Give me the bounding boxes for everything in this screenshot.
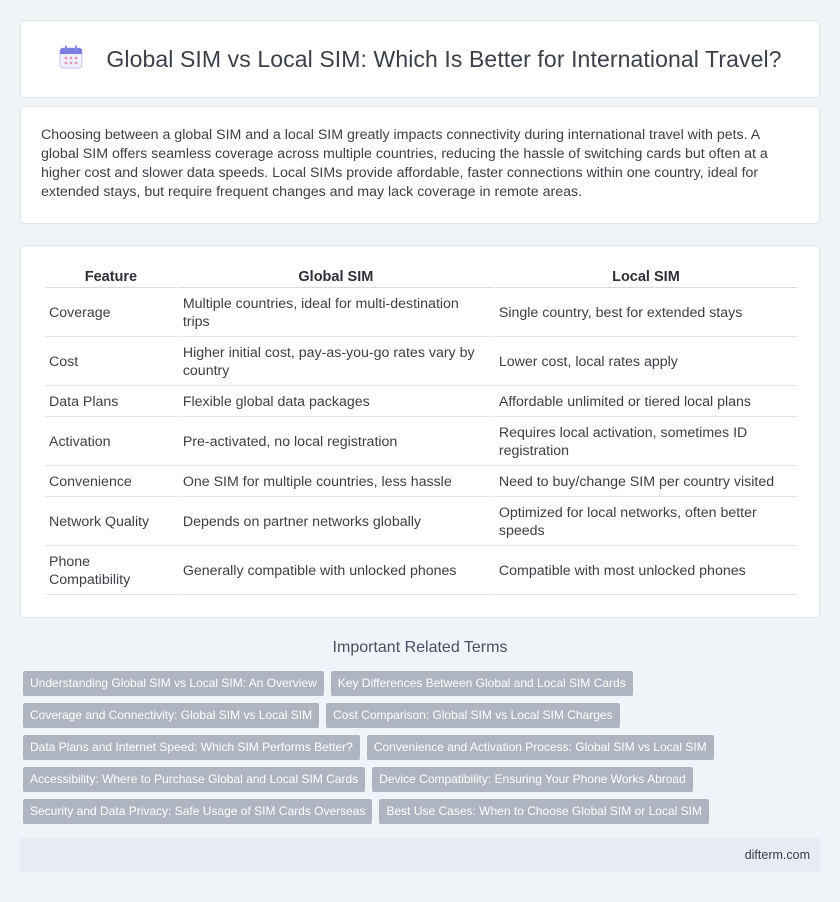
feature-cell: Coverage: [45, 290, 177, 337]
table-header-row: [45, 266, 797, 288]
global-cell: Multiple countries, ideal for multi-destination trips: [179, 290, 493, 337]
table-row: [45, 548, 797, 595]
table-row: [45, 388, 797, 417]
related-tag[interactable]: Convenience and Activation Process: Global SIM vs Local SIM: [367, 735, 714, 760]
table-row: [45, 468, 797, 497]
table-row: [45, 419, 797, 466]
footer: [20, 838, 820, 872]
calendar-icon: [58, 44, 84, 75]
related-tags-row: [23, 671, 633, 696]
local-cell: Need to buy/change SIM per country visited: [495, 468, 797, 497]
related-tag[interactable]: Device Compatibility: Ensuring Your Phone Works Abroad: [372, 767, 693, 792]
feature-cell: Data Plans: [45, 388, 177, 417]
intro-paragraph: Choosing between a global SIM and a local SIM greatly impacts connectivity during international travel with pets. A global SIM offers seamless coverage across multiple countries, reducing the hassle of switching cards but often at a higher cost and slower data speeds. Local SIMs provide affordable, faster connections within one country, ideal for extended stays, but require frequent changes and may lack coverage in remote areas.: [41, 127, 768, 200]
global-cell: Flexible global data packages: [179, 388, 493, 417]
global-cell: Depends on partner networks globally: [179, 499, 493, 546]
related-tag[interactable]: Understanding Global SIM vs Local SIM: An Overview: [23, 671, 324, 696]
global-cell: Pre-activated, no local registration: [179, 419, 493, 466]
header-global-sim: Global SIM: [179, 266, 493, 288]
header-local-sim: Local SIM: [495, 266, 797, 288]
related-tag[interactable]: Key Differences Between Global and Local SIM Cards: [331, 671, 633, 696]
intro-card: [20, 106, 820, 224]
related-tag[interactable]: Security and Data Privacy: Safe Usage of SIM Cards Overseas: [23, 799, 372, 824]
related-tag[interactable]: Coverage and Connectivity: Global SIM vs Local SIM: [23, 703, 319, 728]
related-tag[interactable]: Best Use Cases: When to Choose Global SIM or Local SIM: [379, 799, 708, 824]
table-row: [45, 499, 797, 546]
feature-cell: Network Quality: [45, 499, 177, 546]
table-row: [45, 290, 797, 337]
global-cell: One SIM for multiple countries, less hassle: [179, 468, 493, 497]
related-terms-title: Important Related Terms: [332, 639, 508, 656]
comparison-card: [20, 245, 820, 618]
header-feature: Feature: [45, 266, 177, 288]
feature-cell: Activation: [45, 419, 177, 466]
local-cell: Optimized for local networks, often better speeds: [495, 499, 797, 546]
table-row: [45, 339, 797, 386]
local-cell: Requires local activation, sometimes ID registration: [495, 419, 797, 466]
header-card: [20, 20, 820, 98]
feature-cell: Phone Compatibility: [45, 548, 177, 595]
related-tags-row: [23, 703, 620, 728]
local-cell: Compatible with most unlocked phones: [495, 548, 797, 595]
global-cell: Generally compatible with unlocked phones: [179, 548, 493, 595]
related-tags-row: [23, 767, 693, 792]
comparison-table: [43, 264, 799, 597]
feature-cell: Cost: [45, 339, 177, 386]
local-cell: Affordable unlimited or tiered local plans: [495, 388, 797, 417]
global-cell: Higher initial cost, pay-as-you-go rates vary by country: [179, 339, 493, 386]
local-cell: Lower cost, local rates apply: [495, 339, 797, 386]
local-cell: Single country, best for extended stays: [495, 290, 797, 337]
related-tag[interactable]: Cost Comparison: Global SIM vs Local SIM Charges: [326, 703, 619, 728]
footer-site-link[interactable]: difterm.com: [744, 848, 810, 862]
related-tags-row: [23, 799, 709, 824]
related-tags-row: [23, 735, 714, 760]
feature-cell: Convenience: [45, 468, 177, 497]
related-tag[interactable]: Data Plans and Internet Speed: Which SIM Performs Better?: [23, 735, 360, 760]
page-title: Global SIM vs Local SIM: Which Is Better for International Travel?: [106, 45, 782, 72]
related-tag[interactable]: Accessibility: Where to Purchase Global and Local SIM Cards: [23, 767, 365, 792]
